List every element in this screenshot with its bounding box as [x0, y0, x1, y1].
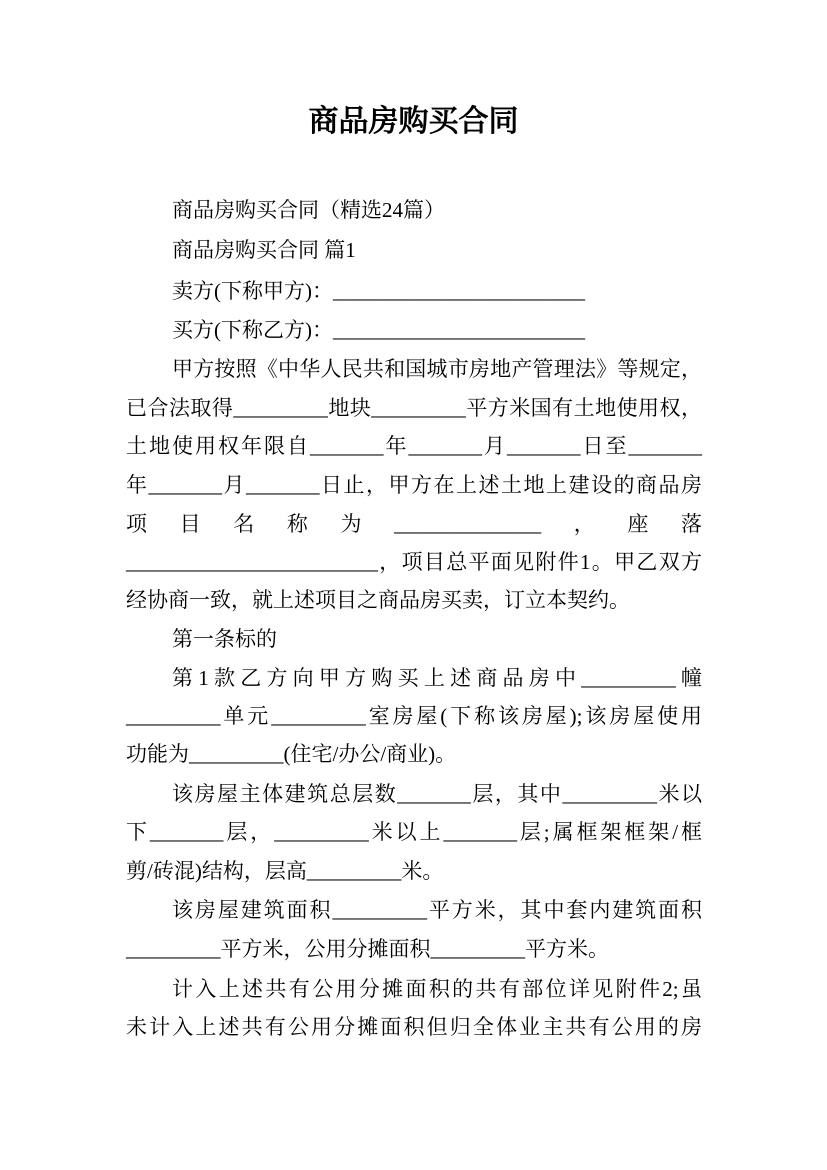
paragraph-line: _________单元_________室房屋(下称该房屋);该房屋使用 [126, 704, 702, 728]
paragraph-line: 剪/砖混)结构，层高_________米。 [126, 859, 444, 883]
paragraph-line: 已合法取得_________地块_________平方米国有土地使用权， [126, 396, 702, 420]
paragraph-line: 甲方按照《中华人民共和国城市房地产管理法》等规定， [172, 357, 702, 381]
paragraph-line: 经协商一致，就上述项目之商品房买卖，订立本契约。 [126, 588, 630, 612]
paragraph-line: 该房屋建筑面积_________平方米，其中套内建筑面积 [172, 898, 702, 922]
paragraph-line: 计入上述共有公用分摊面积的共有部位详见附件2;虽 [172, 977, 702, 1001]
paragraph-line: 土地使用权年限自_______年_______月_______日至_______ [126, 434, 702, 458]
paragraph-line: 功能为_________(住宅/办公/商业)。 [126, 742, 457, 766]
seller-line: 卖方(下称甲方)：________________________ [172, 279, 585, 303]
document-subtitle: 商品房购买合同（精选24篇） [172, 198, 445, 222]
section-heading: 商品房购买合同 篇1 [172, 238, 356, 262]
paragraph-line: 项目名称为______________，座落 [126, 512, 702, 536]
paragraph-line: 第1款乙方向甲方购买上述商品房中_________幢 [172, 666, 702, 690]
paragraph-line: 年_______月_______日止，甲方在上述土地上建设的商品房 [126, 473, 702, 497]
paragraph-line: 下_______层，_________米以上_______层;属框架框架/框 [126, 820, 702, 844]
paragraph-line: 该房屋主体建筑总层数_______层，其中_________米以 [172, 782, 702, 806]
paragraph-line: _________平方米，公用分摊面积_________平方米。 [126, 937, 609, 961]
clause-heading: 第一条标的 [172, 627, 277, 651]
buyer-line: 买方(下称乙方)：________________________ [172, 318, 585, 342]
document-title: 商品房购买合同 [308, 105, 519, 138]
paragraph-line: 未计入上述共有公用分摊面积但归全体业主共有公用的房 [126, 1015, 702, 1039]
paragraph-line: ________________________，项目总平面见附件1。甲乙双方 [126, 550, 702, 574]
